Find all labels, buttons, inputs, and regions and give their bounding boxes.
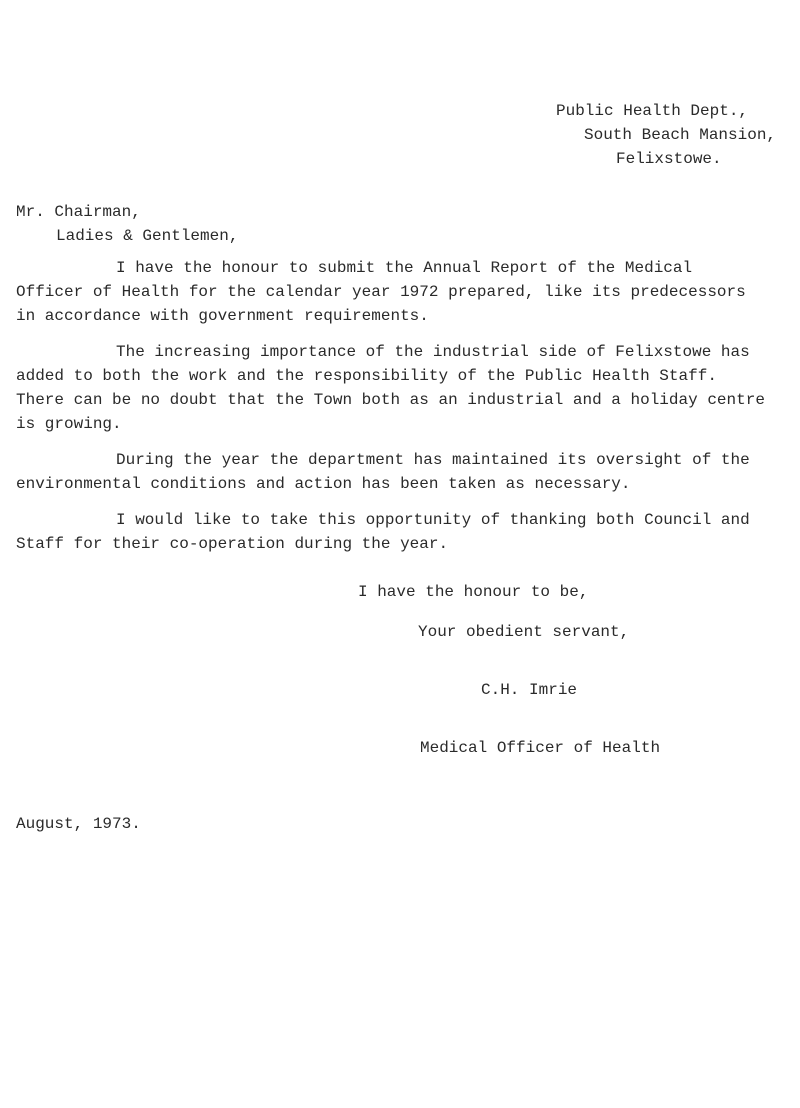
paragraph-thanks [16, 508, 796, 556]
sender-address [556, 99, 776, 171]
paragraph-line: During the year the department has maintained its oversight of the [116, 451, 750, 469]
address-line-town: Felixstowe. [616, 150, 722, 168]
paragraph-industrial-side [16, 340, 796, 436]
paragraph-line: I have the honour to submit the Annual Report of the Medical [116, 259, 693, 277]
paragraph-line: added to both the work and the responsibility of the Public Health Staff. [16, 367, 717, 385]
salutation-chairman: Mr. Chairman, [16, 203, 141, 221]
letter-date: August, 1973. [16, 815, 141, 833]
address-line-building: South Beach Mansion, [584, 126, 777, 144]
paragraph-line: I would like to take this opportunity of thanking both Council and [116, 511, 750, 529]
paragraph-line: environmental conditions and action has been taken as necessary. [16, 475, 631, 493]
signatory-title: Medical Officer of Health [420, 739, 661, 757]
paragraph-line: Staff for their co-operation during the year. [16, 535, 449, 553]
signatory-name: C.H. Imrie [481, 681, 578, 699]
closing-honour: I have the honour to be, [358, 583, 589, 601]
paragraph-line: There can be no doubt that the Town both as an industrial and a holiday centre [16, 391, 765, 409]
closing-obedient-servant: Your obedient servant, [418, 623, 630, 641]
paragraph-line: Officer of Health for the calendar year 1972 prepared, like its predecessors [16, 283, 746, 301]
paragraph-line: in accordance with government requirements. [16, 307, 429, 325]
paragraph-department-oversight [16, 448, 796, 496]
address-line-department: Public Health Dept., [556, 102, 749, 120]
paragraph-line: is growing. [16, 415, 122, 433]
salutation [16, 200, 238, 248]
salutation-ladies-gentlemen: Ladies & Gentlemen, [56, 227, 239, 245]
paragraph-line: The increasing importance of the industrial side of Felixstowe has [116, 343, 750, 361]
paragraph-annual-report [16, 256, 796, 328]
